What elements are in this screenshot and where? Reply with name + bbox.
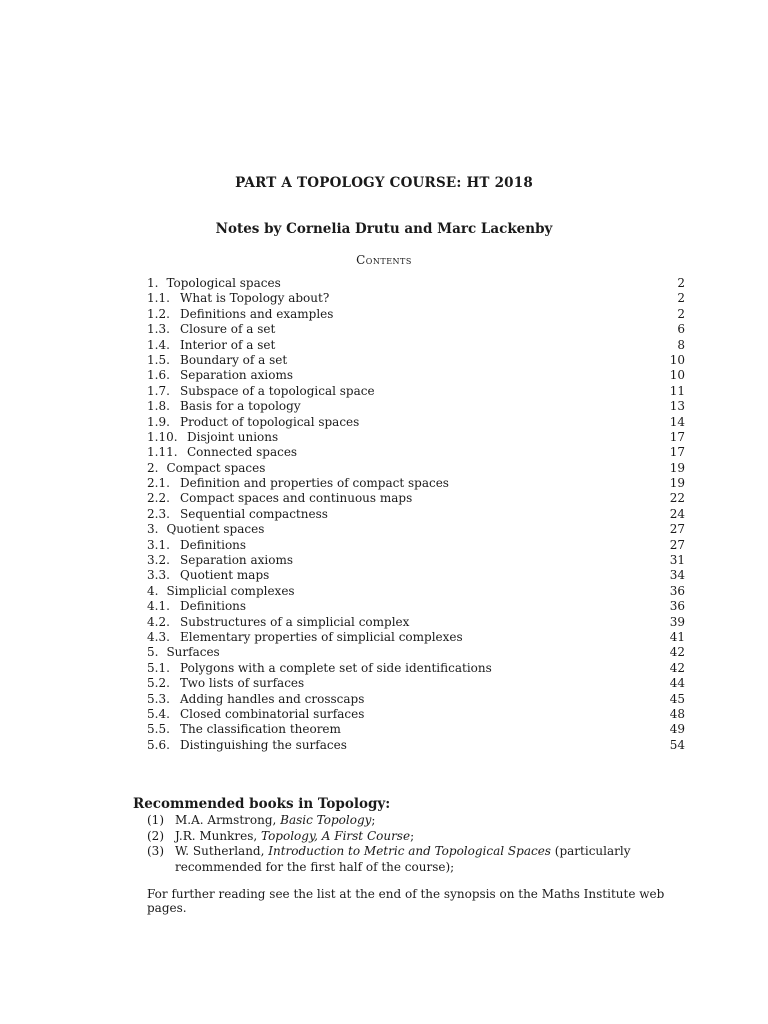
book-number: (3) — [147, 844, 164, 858]
toc-entry-label: What is Topology about? — [180, 291, 330, 306]
book-title: Topology, A First Course — [261, 828, 411, 843]
toc-entry-page: 22 — [669, 491, 685, 506]
toc-entry-number: 1.11. — [147, 445, 178, 460]
toc-entry[interactable] — [147, 507, 685, 522]
book-author: M.A. Armstrong, — [175, 813, 281, 827]
toc-entry-number: 4.1. — [147, 599, 170, 614]
toc-entry-number: 4.3. — [147, 629, 170, 644]
toc-entry-page: 6 — [677, 322, 685, 337]
toc-entry[interactable] — [147, 491, 685, 506]
toc-entry[interactable] — [147, 384, 685, 399]
toc-entry-label: Closure of a set — [180, 322, 276, 337]
toc-entry[interactable] — [147, 338, 685, 353]
toc-entry-number: 2.2. — [147, 491, 170, 506]
toc-entry-number: 1.6. — [147, 368, 170, 383]
toc-entry[interactable] — [147, 322, 685, 337]
toc-entry-label: Simplicial complexes — [166, 583, 295, 598]
toc-entry-label: Separation axioms — [180, 553, 293, 568]
toc-entry[interactable] — [147, 415, 685, 430]
toc-entry[interactable] — [147, 553, 685, 568]
book-note: ; — [371, 813, 376, 827]
toc-entry-number: 1.8. — [147, 399, 170, 414]
book-author: J.R. Munkres, — [175, 828, 261, 843]
toc-entry-label: Compact spaces and continuous maps — [180, 491, 413, 506]
toc-entry-label: Elementary properties of simplicial complexes — [180, 629, 463, 644]
toc-entry-number: 1.1. — [147, 291, 170, 306]
toc-entry-page: 10 — [669, 368, 685, 383]
toc-entry[interactable] — [147, 676, 685, 691]
toc-entry-number: 1.3. — [147, 322, 170, 337]
toc-entry-page: 2 — [677, 306, 685, 321]
book-item — [147, 813, 687, 829]
toc-entry-number: 3.2. — [147, 553, 170, 568]
toc-entry[interactable] — [147, 661, 685, 676]
toc-entry-page: 44 — [669, 676, 685, 691]
toc-entry-page: 27 — [669, 537, 685, 552]
toc-entry-number: 4.2. — [147, 614, 170, 629]
book-note: ; — [410, 828, 415, 843]
book-text — [175, 844, 687, 875]
toc-entry-page: 19 — [669, 476, 685, 491]
toc-entry-number: 2. — [147, 460, 159, 475]
toc-entry-label: Boundary of a set — [180, 352, 288, 367]
toc-entry[interactable] — [147, 615, 685, 630]
toc-entry[interactable] — [147, 476, 685, 491]
toc-entry-label: Separation axioms — [180, 368, 293, 383]
toc-entry[interactable] — [147, 538, 685, 553]
toc-entry-number: 1.9. — [147, 414, 170, 429]
toc-entry-label: Topological spaces — [166, 276, 281, 290]
toc-entry-label: The classification theorem — [180, 722, 341, 737]
further-reading: For further reading see the list at the end of the synopsis on the Maths Institute web pages. — [147, 887, 665, 915]
toc-entry-page: 17 — [669, 445, 685, 460]
document-authors: Notes by Cornelia Drutu and Marc Lackenby — [215, 221, 553, 237]
toc-entry-number: 4. — [147, 583, 159, 598]
toc-entry[interactable] — [147, 584, 685, 599]
toc-entry-label: Quotient maps — [180, 568, 270, 583]
toc-entry-page: 17 — [669, 429, 685, 444]
toc-entry[interactable] — [147, 722, 685, 737]
toc-entry[interactable] — [147, 692, 685, 707]
book-number: (1) — [147, 813, 164, 827]
toc-entry[interactable] — [147, 353, 685, 368]
toc-entry[interactable] — [147, 307, 685, 322]
toc-entry[interactable] — [147, 430, 685, 445]
toc-entry-label: Interior of a set — [180, 337, 276, 352]
toc-entry-number: 1.4. — [147, 337, 170, 352]
toc-entry-page: 27 — [669, 522, 685, 537]
toc-entry-label: Distinguishing the surfaces — [180, 737, 347, 752]
toc-entry-number: 3. — [147, 522, 159, 537]
toc-entry-page: 41 — [669, 629, 685, 644]
toc-entry-page: 8 — [677, 337, 685, 352]
toc-entry[interactable] — [147, 461, 685, 476]
toc-entry-page: 31 — [669, 553, 685, 568]
toc-entry[interactable] — [147, 291, 685, 306]
toc-entry[interactable] — [147, 568, 685, 583]
book-number: (2) — [147, 828, 164, 843]
toc-entry[interactable] — [147, 738, 685, 753]
toc-entry-number: 3.3. — [147, 568, 170, 583]
book-text — [175, 829, 687, 845]
toc-entry-number: 5.1. — [147, 660, 170, 675]
book-title: Introduction to Metric and Topological Spaces — [268, 844, 551, 858]
toc-entry-label: Quotient spaces — [166, 522, 265, 537]
toc-entry-label: Adding handles and crosscaps — [180, 691, 365, 706]
toc-entry-number: 2.3. — [147, 506, 170, 521]
toc-entry-number: 2.1. — [147, 476, 170, 491]
toc-entry-label: Subspace of a topological space — [180, 383, 375, 398]
toc-entry-number: 3.1. — [147, 537, 170, 552]
toc-entry-page: 36 — [669, 583, 685, 598]
table-of-contents — [147, 276, 685, 753]
book-item — [147, 844, 687, 875]
toc-entry-page: 13 — [669, 399, 685, 414]
contents-heading: Contents — [356, 253, 412, 267]
toc-entry-page: 2 — [677, 276, 685, 290]
toc-entry-page: 54 — [669, 737, 685, 752]
toc-entry-label: Disjoint unions — [187, 429, 279, 444]
toc-entry[interactable] — [147, 630, 685, 645]
toc-entry-number: 5.6. — [147, 737, 170, 752]
toc-entry-label: Definitions — [180, 537, 247, 552]
book-item — [147, 829, 687, 845]
books-heading: Recommended books in Topology: — [133, 796, 391, 812]
toc-entry-page: 48 — [669, 706, 685, 721]
toc-entry-page: 14 — [669, 414, 685, 429]
book-note: (particularly recommended for the first half of the course); — [175, 844, 631, 874]
toc-entry-label: Surfaces — [166, 645, 220, 660]
toc-entry-page: 11 — [669, 383, 685, 398]
toc-entry-number: 5.2. — [147, 676, 170, 691]
toc-entry[interactable] — [147, 645, 685, 660]
toc-entry[interactable] — [147, 707, 685, 722]
toc-entry-label: Two lists of surfaces — [180, 676, 305, 691]
document-title: PART A TOPOLOGY COURSE: HT 2018 — [235, 175, 533, 191]
toc-entry-number: 1.5. — [147, 352, 170, 367]
toc-entry[interactable] — [147, 276, 685, 291]
toc-entry-page: 42 — [669, 660, 685, 675]
toc-entry-label: Definitions and examples — [180, 306, 334, 321]
toc-entry[interactable] — [147, 368, 685, 383]
toc-entry-label: Product of topological spaces — [180, 414, 360, 429]
toc-entry-label: Substructures of a simplicial complex — [180, 614, 410, 629]
toc-entry-label: Basis for a topology — [180, 399, 301, 414]
toc-entry-label: Polygons with a complete set of side identifications — [180, 660, 492, 675]
toc-entry-number: 5. — [147, 645, 159, 660]
books-list — [147, 813, 687, 875]
toc-entry-number: 5.4. — [147, 706, 170, 721]
toc-entry-page: 39 — [669, 614, 685, 629]
toc-entry-label: Definitions — [180, 599, 247, 614]
toc-entry-page: 42 — [669, 645, 685, 660]
toc-entry[interactable] — [147, 522, 685, 537]
toc-entry-page: 36 — [669, 599, 685, 614]
toc-entry-page: 34 — [669, 568, 685, 583]
toc-entry[interactable] — [147, 399, 685, 414]
toc-entry-page: 10 — [669, 352, 685, 367]
book-text — [175, 813, 687, 829]
toc-entry-number: 1.10. — [147, 429, 178, 444]
toc-entry-number: 1.7. — [147, 383, 170, 398]
toc-entry-number: 1. — [147, 276, 159, 290]
toc-entry-number: 1.2. — [147, 306, 170, 321]
toc-entry-label: Compact spaces — [166, 460, 266, 475]
toc-entry-page: 19 — [669, 460, 685, 475]
toc-entry-label: Closed combinatorial surfaces — [180, 706, 365, 721]
toc-entry-page: 45 — [669, 691, 685, 706]
toc-entry-label: Connected spaces — [187, 445, 298, 460]
toc-entry-number: 5.5. — [147, 722, 170, 737]
book-author: W. Sutherland, — [175, 844, 269, 858]
toc-entry[interactable] — [147, 599, 685, 614]
toc-entry-label: Definition and properties of compact spaces — [180, 476, 449, 491]
toc-entry-number: 5.3. — [147, 691, 170, 706]
toc-entry-page: 2 — [677, 291, 685, 306]
toc-entry-page: 49 — [669, 722, 685, 737]
toc-entry-label: Sequential compactness — [180, 506, 328, 521]
book-title: Basic Topology — [280, 813, 372, 827]
toc-entry[interactable] — [147, 445, 685, 460]
toc-entry-page: 24 — [669, 506, 685, 521]
